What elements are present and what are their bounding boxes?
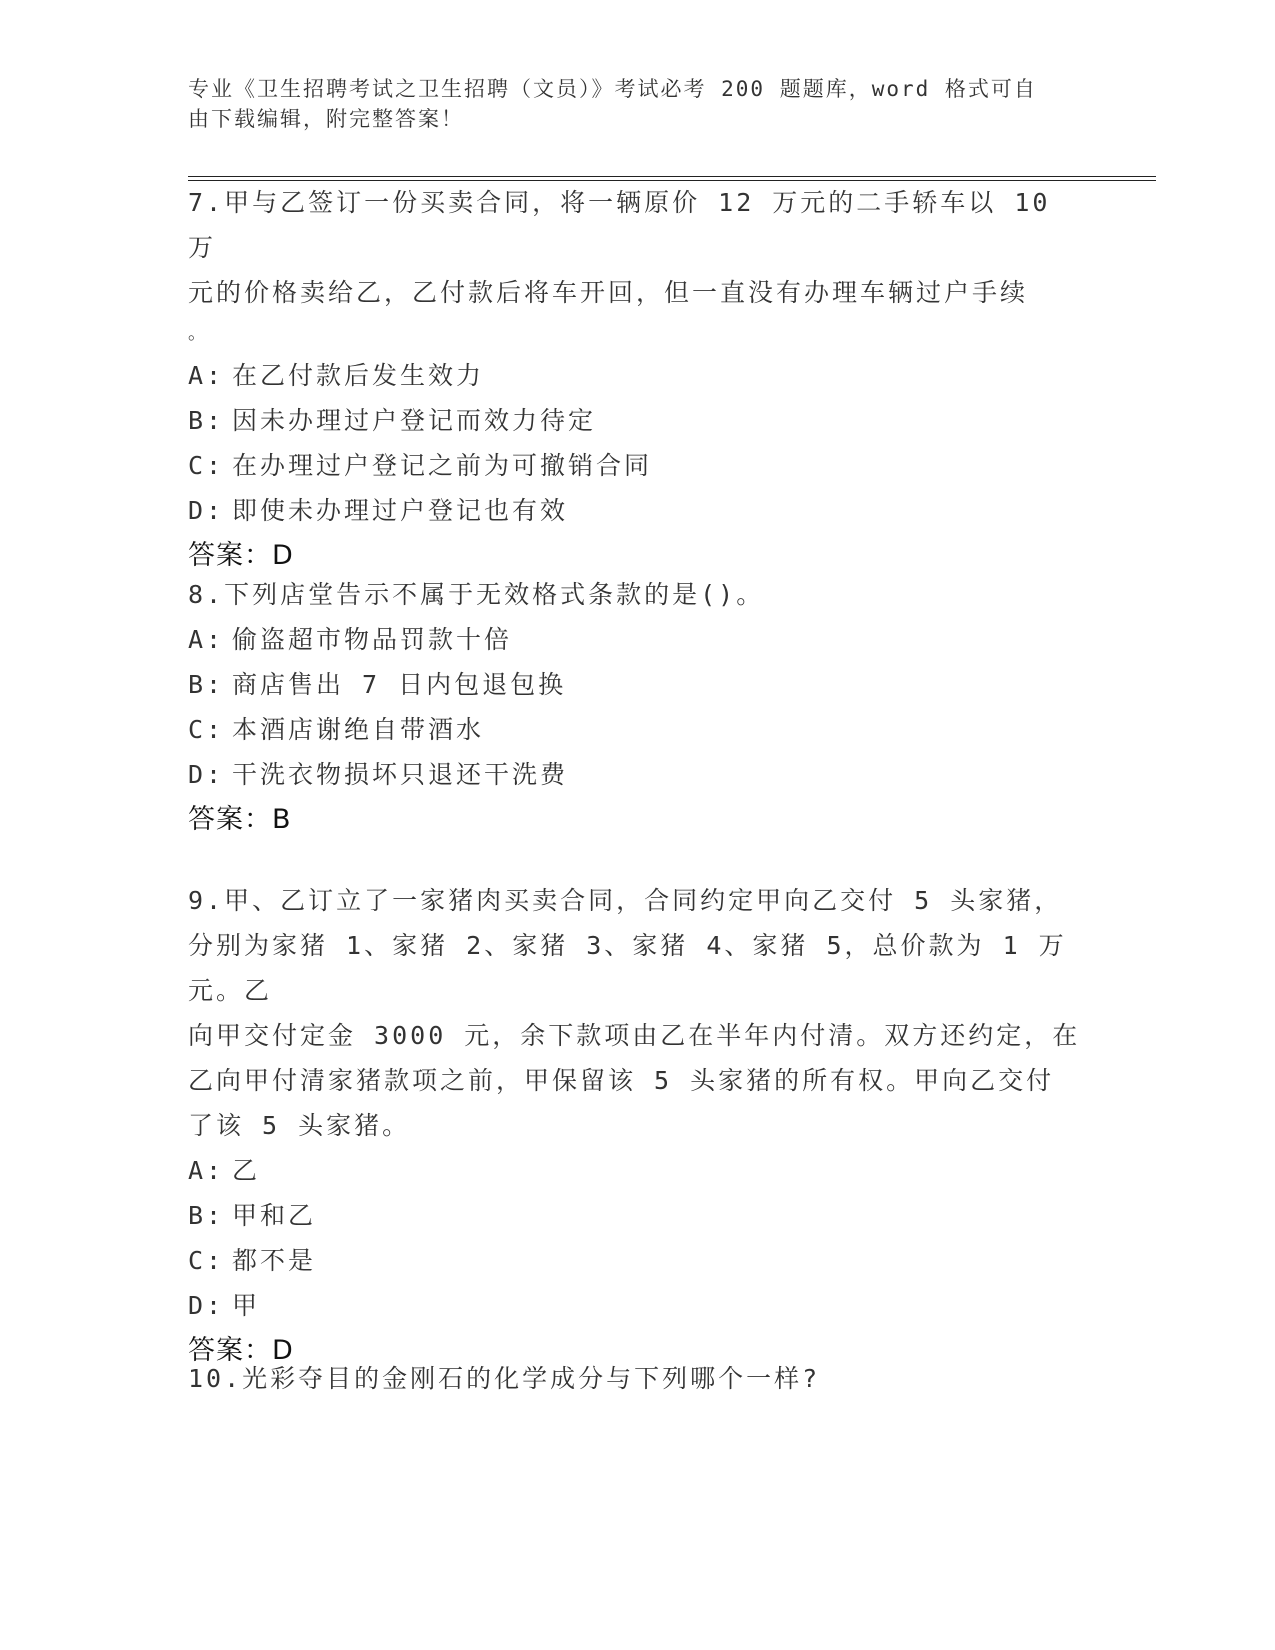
- option-letter: C:: [188, 715, 225, 744]
- option-d: [188, 488, 1088, 533]
- option-letter: C:: [188, 451, 225, 480]
- option-text: 商店售出 7 日内包退包换: [232, 670, 567, 699]
- stem-line: 9.甲、乙订立了一家猪肉买卖合同，合同约定甲向乙交付 5 头家猪，: [188, 886, 1063, 915]
- option-d: [188, 752, 1088, 797]
- option-letter: D:: [188, 760, 225, 789]
- stem-line: 8.下列店堂告示不属于无效格式条款的是()。: [188, 580, 765, 609]
- stem-line: 7.甲与乙签订一份买卖合同，将一辆原价 12 万元的二手轿车以 10 万: [188, 188, 1051, 262]
- stem-line: 向甲交付定金 3000 元，余下款项由乙在半年内付清。双方还约定，在: [188, 1021, 1081, 1050]
- answer-line: 答案：B: [188, 804, 292, 835]
- question-stem: [188, 180, 1088, 353]
- question-stem: [188, 878, 1088, 1148]
- header-line-1: 专业《卫生招聘考试之卫生招聘（文员）》考试必考 200 题题库，word 格式可自: [188, 77, 1037, 101]
- option-text: 即使未办理过户登记也有效: [232, 496, 569, 525]
- option-text: 干洗衣物损坏只退还干洗费: [232, 760, 569, 789]
- option-text: 在办理过户登记之前为可撤销合同: [232, 451, 653, 480]
- option-d: [188, 1283, 1088, 1328]
- option-letter: B:: [188, 1201, 225, 1230]
- stem-line: 了该 5 头家猪。: [188, 1111, 411, 1140]
- option-text: 因未办理过户登记而效力待定: [232, 406, 597, 435]
- stem-line: 10.光彩夺目的金刚石的化学成分与下列哪个一样?: [188, 1364, 821, 1393]
- option-letter: A:: [188, 625, 225, 654]
- option-text: 甲和乙: [232, 1201, 317, 1230]
- option-text: 甲: [232, 1291, 261, 1320]
- stem-line: 分别为家猪 1、家猪 2、家猪 3、家猪 4、家猪 5，总价款为 1 万元。乙: [188, 931, 1067, 1005]
- option-letter: B:: [188, 670, 225, 699]
- option-text: 偷盗超市物品罚款十倍: [232, 625, 513, 654]
- stem-line: 。: [188, 323, 209, 344]
- question-7: [188, 180, 1088, 578]
- option-letter: D:: [188, 1291, 225, 1320]
- option-a: [188, 1148, 1088, 1193]
- document-header: [188, 74, 1088, 134]
- answer-line: 答案：D: [188, 540, 294, 571]
- stem-line: 元的价格卖给乙，乙付款后将车开回，但一直没有办理车辆过户手续: [188, 278, 1029, 307]
- question-stem: [188, 1356, 1088, 1401]
- option-text: 都不是: [232, 1246, 317, 1275]
- option-c: [188, 707, 1088, 752]
- question-stem: [188, 572, 1088, 617]
- option-text: 在乙付款后发生效力: [232, 361, 485, 390]
- question-8: [188, 572, 1088, 842]
- option-a: [188, 353, 1088, 398]
- option-letter: D:: [188, 496, 225, 525]
- option-b: [188, 1193, 1088, 1238]
- option-b: [188, 662, 1088, 707]
- option-letter: C:: [188, 1246, 225, 1275]
- stem-line: 乙向甲付清家猪款项之前，甲保留该 5 头家猪的所有权。甲向乙交付: [188, 1066, 1055, 1095]
- option-a: [188, 617, 1088, 662]
- answer-line: 答案：D: [188, 1335, 294, 1366]
- option-text: 乙: [232, 1156, 261, 1185]
- option-text: 本酒店谢绝自带酒水: [232, 715, 485, 744]
- option-b: [188, 398, 1088, 443]
- option-letter: B:: [188, 406, 225, 435]
- option-letter: A:: [188, 1156, 225, 1185]
- option-c: [188, 1238, 1088, 1283]
- option-c: [188, 443, 1088, 488]
- option-letter: A:: [188, 361, 225, 390]
- question-9: [188, 878, 1088, 1373]
- header-line-2: 由下载编辑，附完整答案！: [188, 107, 464, 131]
- question-10: [188, 1356, 1088, 1401]
